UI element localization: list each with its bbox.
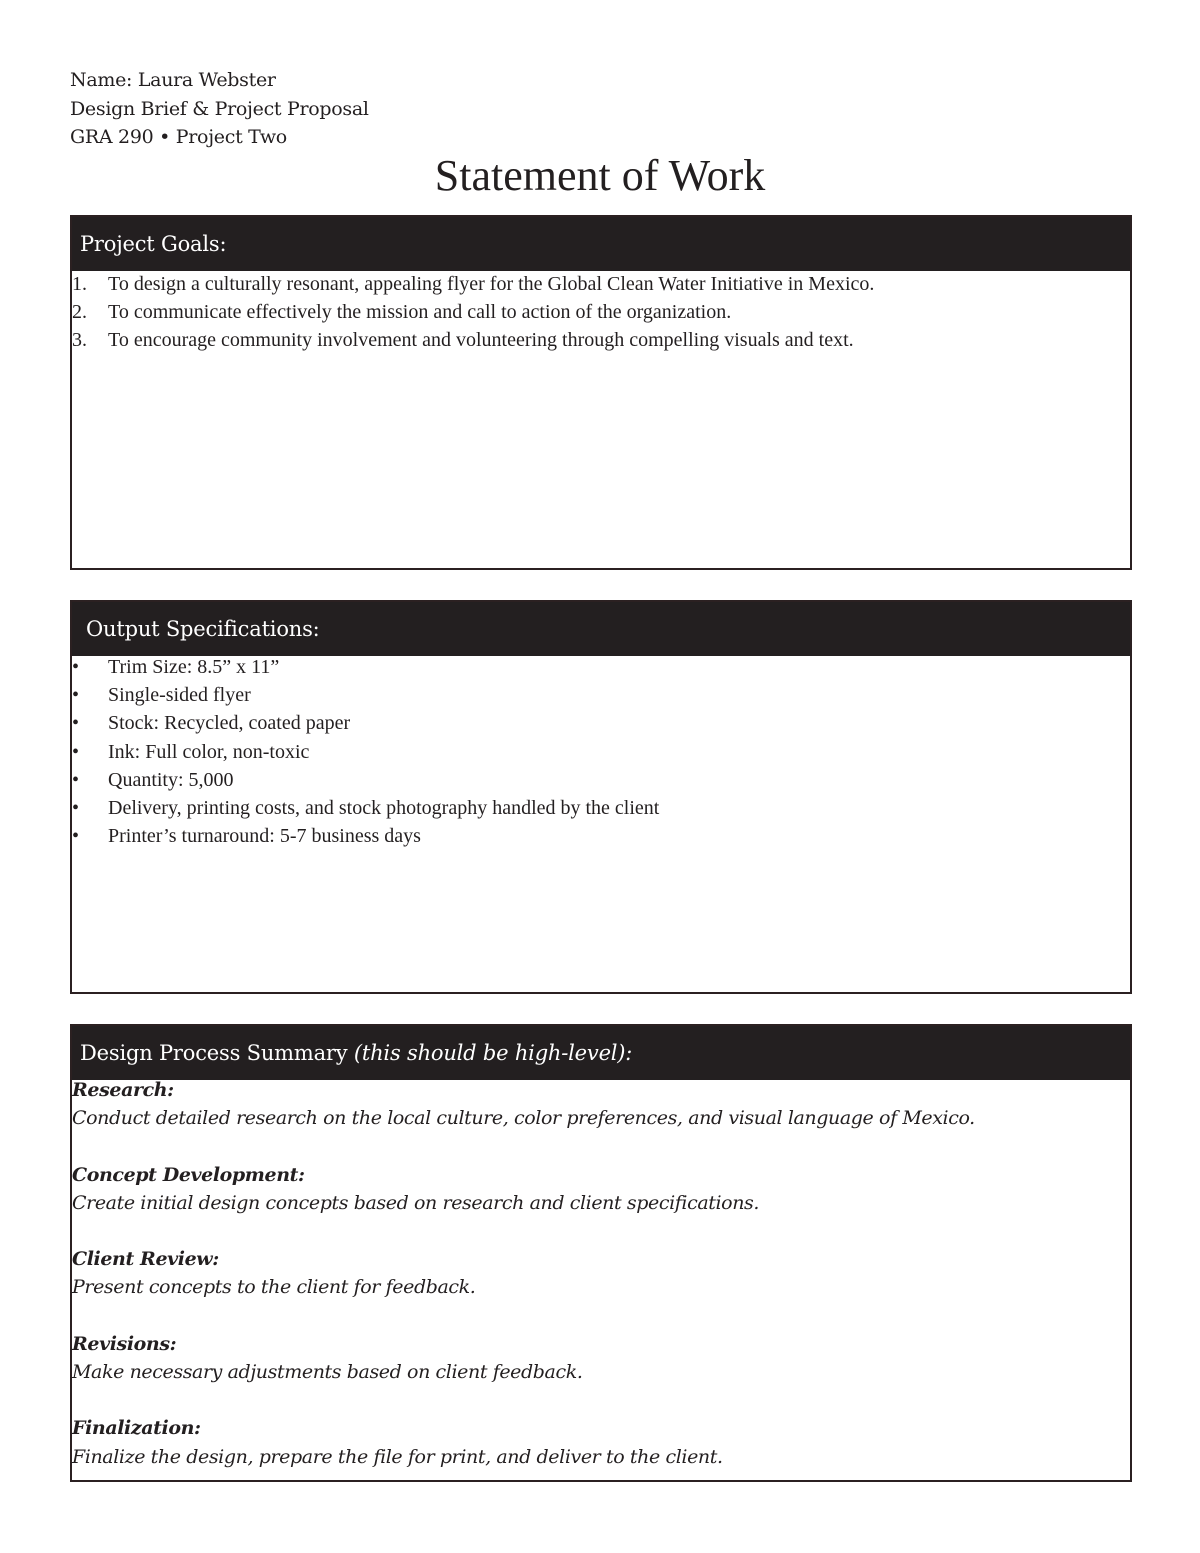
spec-item [72,738,1130,766]
goal-number: 3. [72,329,87,352]
spec-text: Printer’s turnaround: 5-7 business days [108,825,421,848]
step-title: Concept Development: [72,1163,305,1186]
design-process-note: (this should be high-level): [353,1041,633,1065]
goal-item [72,270,1130,298]
author-name: Name: Laura Webster [70,69,276,91]
project-goals-list [72,270,1130,355]
goal-text: To encourage community involvement and volunteering through compelling visuals and text. [108,329,854,352]
process-step [72,1076,1130,1132]
step-description: Present concepts to the client for feedback. [72,1276,476,1299]
goal-item [72,298,1130,326]
process-step [72,1414,1130,1470]
process-step [72,1245,1130,1301]
step-title: Finalization: [72,1417,201,1440]
project-goals-section [70,215,1132,570]
bullet-icon: • [72,656,80,678]
design-process-steps [72,1076,1130,1471]
design-process-title: Design Process Summary [80,1041,348,1065]
spec-text: Stock: Recycled, coated paper [108,712,351,735]
step-description: Finalize the design, prepare the file for print, and deliver to the client. [72,1445,723,1468]
bullet-icon: • [72,712,80,735]
spec-item [72,766,1130,794]
goal-number: 2. [72,301,87,324]
step-description: Conduct detailed research on the local culture, color preferences, and visual language of Mexico. [72,1107,975,1130]
design-process-heading [72,1026,1130,1080]
goal-text: To communicate effectively the mission and call to action of the organization. [108,301,732,324]
document-header [70,66,369,152]
bullet-icon: • [72,768,80,791]
goal-text: To design a culturally resonant, appealing flyer for the Global Clean Water Initiative in Mexico. [108,273,875,295]
step-title: Client Review: [72,1248,219,1271]
spec-text: Quantity: 5,000 [108,768,234,791]
step-description: Make necessary adjustments based on client feedback. [72,1360,583,1383]
page-title: Statement of Work [434,151,766,200]
spec-item [72,653,1130,681]
output-specifications-section [70,600,1132,994]
spec-text: Trim Size: 8.5” x 11” [108,656,280,678]
step-description: Create initial design concepts based on research and client specifications. [72,1191,760,1214]
project-goals-heading: Project Goals: [72,217,1130,271]
step-title: Revisions: [72,1332,177,1355]
goal-item [72,326,1130,354]
process-step [72,1330,1130,1386]
process-step [72,1161,1130,1217]
spec-item [72,709,1130,737]
design-process-section [70,1024,1132,1482]
spec-text: Ink: Full color, non-toxic [108,740,310,763]
step-title: Research: [72,1079,174,1101]
bullet-icon: • [72,684,80,707]
spec-text: Delivery, printing costs, and stock photography handled by the client [108,797,660,820]
goal-number: 1. [72,273,87,295]
bullet-icon: • [72,740,80,763]
course-info: GRA 290 • Project Two [70,126,287,148]
spec-item [72,794,1130,822]
output-specifications-list [72,653,1130,850]
spec-item [72,822,1130,850]
bullet-icon: • [72,825,80,848]
document-type: Design Brief & Project Proposal [70,97,369,120]
spec-text: Single-sided flyer [108,684,251,707]
bullet-icon: • [72,797,80,820]
output-specifications-heading: Output Specifications: [72,602,1130,656]
spec-item [72,681,1130,709]
